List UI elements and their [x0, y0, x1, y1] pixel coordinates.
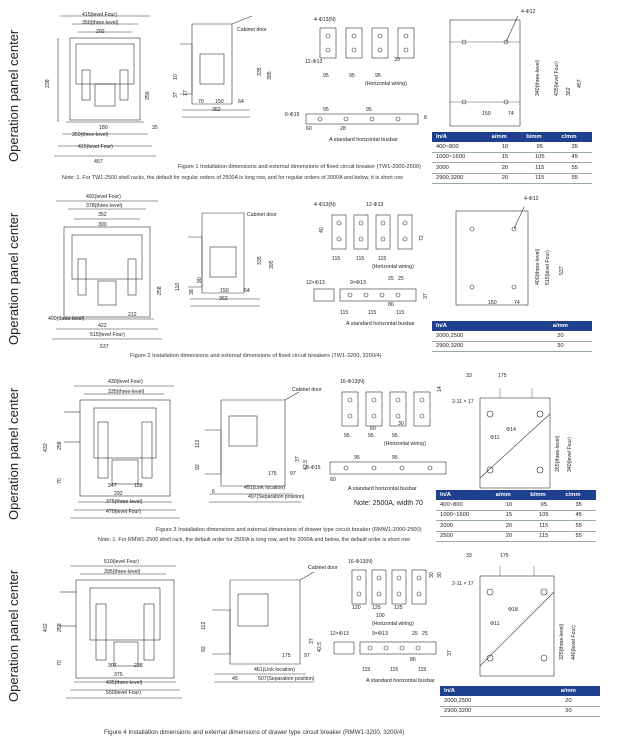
fig3-front-dim-5: 347 — [108, 483, 117, 489]
fig1-bus-dim-0: 4-Φ13(N) — [314, 17, 336, 23]
fig1-plan-dim-0: 4-Φ12 — [521, 9, 536, 15]
fig2-side-dim-6: 150 — [220, 288, 229, 294]
table-row — [440, 696, 600, 706]
fig4-side-dim-7: 461(Link location) — [254, 667, 295, 673]
table-header: In/A — [432, 321, 529, 331]
fig2-bus-dim-1: 12-Φ13 — [366, 202, 384, 208]
table-cell: 115 — [522, 173, 557, 184]
fig4-bus-dim-11: 25 — [422, 631, 428, 637]
fig2-plan-dim-4: 150 — [488, 300, 497, 306]
fig2-side-dim-8: 362 — [219, 296, 228, 302]
fig2-bus-dim-9: 9×Φ13 — [350, 280, 366, 286]
fig4-side-dim-6: 97 — [304, 653, 310, 659]
table-header: a/mm — [537, 686, 600, 696]
fig3-caption: Figure 3 Installation dimensions and external dimensions of drawer type circuit breaker (RMW1-2000-2500) — [156, 527, 422, 533]
fig4-bus-dim-8: 12×Φ13 — [330, 631, 349, 637]
fig2-caption: Figure 2 Installation dimensions and external dimensions of fixed circuit breakers (TW1-3200, 3200/4) — [130, 353, 382, 359]
fig4-bus-dim-2: 30 — [437, 572, 443, 578]
fig4-front-dim-8: 435(three-level) — [106, 680, 143, 686]
fig2-bus-dim-2: 40 — [319, 227, 325, 233]
table-row — [440, 706, 600, 717]
fig2-spec-table — [432, 321, 592, 352]
fig4-plan-dim-3: Φ18 — [508, 607, 518, 613]
fig2-side-dim-1: 335 — [257, 256, 263, 265]
table-row — [432, 142, 592, 152]
fig4-bus-dim-3: 120 — [352, 605, 361, 611]
fig3-side-dim-9: 6 — [212, 489, 215, 495]
fig4-bus-dim-1: 30 — [429, 572, 435, 578]
fig2-bus-dim-14: 115 — [368, 310, 377, 316]
fig1-busbar-label: A standard horizontal busbar — [329, 137, 398, 143]
table-cell: 115 — [526, 521, 561, 532]
table-row — [432, 163, 592, 174]
fig2-bus-dim-13: 115 — [340, 310, 349, 316]
busbar-drawing — [300, 22, 420, 132]
fig4-caption: Figure 4 Installation dimensions and external dimensions of drawer type circuit breaker (RMW1-3200, 3200/4) — [104, 729, 405, 736]
figure-4 — [0, 552, 619, 748]
fig2-side-dim-3: 110 — [175, 282, 181, 291]
fig2-busbar-label: A standard horizontal busbar — [346, 321, 415, 327]
fig4-front-dim-6: 238 — [134, 663, 143, 669]
table-cell: 55 — [557, 163, 592, 174]
fig2-front-dim-1: 378(three-level) — [86, 203, 123, 209]
fig1-front-dim-2: 292 — [96, 29, 105, 35]
fig2-front-dim-0: 492(level Four) — [86, 194, 121, 200]
fig1-note: Note: 1. For TW1-2500 shell racks, the default for regular orders of 2500A is long row, and for regular orders of 2000A and below, it is short row — [62, 175, 403, 181]
fig1-side-dim-3: 70 — [198, 99, 204, 105]
side-label: Operation panel center — [6, 212, 21, 345]
fig4-plan-dim-5: 325(three-level) — [559, 623, 565, 660]
figure-2 — [0, 185, 619, 365]
plan-view-drawing — [470, 562, 570, 682]
table-cell: 95 — [522, 142, 557, 152]
fig2-bus-dim-5: 115 — [378, 256, 387, 262]
fig1-side-dim-2: 395 — [267, 71, 273, 80]
table-row — [436, 500, 596, 510]
table-cell: 1000~1600 — [432, 152, 488, 163]
table-header: a/mm — [488, 132, 523, 142]
fig3-side-dim-8: 497(Separation position) — [248, 494, 305, 500]
fig2-plan-dim-3: 537 — [559, 266, 565, 275]
fig2-bus-dim-16: 37 — [423, 293, 429, 299]
fig4-busbar-label: A standard horizontal busbar — [366, 678, 435, 684]
fig1-plan-dim-6: 74 — [508, 111, 514, 117]
fig1-side-dim-7: 10 — [173, 74, 179, 80]
fig1-side-dim-6: 362 — [212, 107, 221, 113]
table-cell: 30 — [529, 341, 592, 352]
side-label: Operation panel center — [6, 29, 21, 162]
fig2-bus-dim-0: 4-Φ13(N) — [314, 202, 336, 208]
fig3-front-dim-6: 188 — [134, 483, 143, 489]
table-row — [432, 173, 592, 184]
fig1-bus-dim-7: 6-Φ15 — [285, 112, 300, 118]
fig4-side-dim-3: 37 — [309, 638, 315, 644]
fig4-front-dim-5: 307 — [108, 663, 117, 669]
fig2-side-dim-4: 38 — [189, 289, 195, 295]
fig4-bus-dim-7: (Horizontal wiring) — [372, 621, 414, 627]
fig4-side-dim-0: Cabinet door — [308, 565, 338, 571]
fig1-plan-dim-3: 435(level Four) — [554, 61, 560, 96]
fig1-side-dim-9: 17 — [183, 90, 189, 96]
fig2-side-dim-2: 395 — [269, 260, 275, 269]
fig2-plan-dim-0: 4-Φ12 — [524, 196, 539, 202]
table-header: In/A — [440, 686, 537, 696]
table-cell: 35 — [561, 500, 596, 510]
table-header: c/mm — [557, 132, 592, 142]
fig1-bus-dim-1: 12-Φ13 — [305, 59, 323, 65]
fig2-front-dim-8: 515(level Four) — [90, 332, 125, 338]
fig1-front-dim-7: 350(three-level) — [72, 132, 109, 138]
fig3-note: Note: 1. For RMW1-2500 shell rack, the default order for 2500A is long row, and for 2000A and below, the default order is short row — [98, 537, 410, 543]
table-cell: 115 — [526, 531, 561, 542]
table-row — [432, 152, 592, 163]
fig2-bus-dim-4: 115 — [356, 256, 365, 262]
side-label: Operation panel center — [6, 569, 21, 702]
fig4-side-dim-4: 42.5 — [317, 641, 323, 652]
fig3-front-dim-9: 470(level Four) — [106, 509, 141, 515]
table-header: a/mm — [492, 490, 527, 500]
fig3-side-dim-5: 175 — [268, 471, 277, 477]
table-cell: 2000,2500 — [440, 696, 537, 706]
fig3-plan-dim-0: 33 — [466, 373, 472, 379]
fig1-plan-dim-1: 362 — [566, 87, 572, 96]
table-cell: 2500 — [436, 531, 492, 542]
fig4-front-dim-1: 395(three-level) — [104, 569, 141, 575]
fig2-bus-dim-10: 25 — [388, 276, 394, 282]
fig3-side-dim-6: 97 — [290, 471, 296, 477]
fig1-front-dim-3: 238 — [45, 79, 51, 88]
table-cell: 105 — [526, 510, 561, 521]
fig4-plan-dim-4: Φ11 — [490, 621, 500, 627]
fig4-plan-dim-6: 440(level Four) — [571, 625, 577, 660]
plan-view-drawing — [450, 203, 540, 313]
fig3-bus-note: Note: 2500A, width 70 — [354, 500, 423, 507]
fig1-front-dim-8: 415(level Four) — [78, 144, 113, 150]
table-cell: 55 — [557, 173, 592, 184]
table-header: In/A — [436, 490, 492, 500]
fig2-side-dim-5: 90 — [197, 277, 203, 283]
fig3-bus-dim-5: 60 — [370, 426, 376, 432]
fig2-bus-dim-15: 115 — [396, 310, 405, 316]
fig1-side-dim-0: Cabinet door — [237, 27, 267, 33]
fig2-bus-dim-12: 86 — [388, 302, 394, 308]
fig3-bus-dim-11: 60 — [330, 477, 336, 483]
fig3-front-dim-2: 432 — [43, 443, 49, 452]
table-cell: 115 — [522, 163, 557, 174]
fig3-front-dim-3: 258 — [57, 441, 63, 450]
table-cell: 45 — [561, 510, 596, 521]
fig1-plan-dim-5: 150 — [482, 111, 491, 117]
fig1-front-dim-9: 457 — [94, 159, 103, 165]
table-header: b/mm — [522, 132, 557, 142]
fig1-bus-dim-4: 95 — [349, 73, 355, 79]
fig4-bus-dim-5: 125 — [394, 605, 403, 611]
table-cell: 10 — [488, 142, 523, 152]
fig4-spec-table — [440, 686, 600, 717]
table-cell: 105 — [522, 152, 557, 163]
fig4-front-dim-4: 70 — [57, 660, 63, 666]
fig4-plan-dim-1: 175 — [500, 553, 509, 559]
table-header: In/A — [432, 132, 488, 142]
fig3-side-dim-3: 37 — [295, 456, 301, 462]
table-row — [436, 521, 596, 532]
table-cell: 20 — [488, 173, 523, 184]
fig2-front-dim-9: 537 — [100, 344, 109, 350]
fig3-front-dim-4: 70 — [57, 478, 63, 484]
fig4-bus-dim-15: 115 — [418, 667, 427, 673]
fig3-bus-dim-8: 8-Φ15 — [306, 465, 321, 471]
table-cell: 400~800 — [436, 500, 492, 510]
fig1-caption: Figure 1 Installation dimensions and external dimensions of fixed circuit breaker (TW1-2000-2500) — [178, 164, 421, 170]
table-cell: 20 — [492, 531, 527, 542]
fig4-side-dim-1: 112 — [201, 621, 207, 630]
fig2-front-dim-7: 422 — [98, 323, 107, 329]
fig4-front-dim-3: 258 — [57, 623, 63, 632]
table-cell: 10 — [492, 500, 527, 510]
fig3-side-dim-1: 112 — [195, 439, 201, 448]
fig3-busbar-label: A standard horizontal busbar — [348, 486, 417, 492]
table-cell: 1000~1600 — [436, 510, 492, 521]
figure-3 — [0, 370, 619, 545]
fig3-front-dim-1: 335(three-level) — [108, 389, 145, 395]
fig3-bus-dim-7: (Horizontal wiring) — [384, 441, 426, 447]
fig2-bus-dim-8: 12×Φ13 — [306, 280, 325, 286]
fig1-side-dim-1: 335 — [257, 67, 263, 76]
fig3-side-dim-4: 42.5 — [303, 459, 309, 470]
fig1-bus-dim-5: 95 — [375, 73, 381, 79]
fig4-front-dim-9: 550(level Four) — [106, 690, 141, 696]
fig3-side-dim-0: Cabinet door — [292, 387, 322, 393]
fig2-front-dim-5: 400(three-level) — [48, 316, 85, 322]
fig3-side-dim-2: 92 — [195, 464, 201, 470]
fig4-side-dim-8: 507(Separation position) — [258, 676, 315, 682]
fig1-front-dim-0: 415(level Four) — [82, 12, 117, 18]
fig1-bus-dim-13: 8 — [424, 115, 427, 121]
table-cell: 55 — [561, 531, 596, 542]
fig1-front-dim-5: 35 — [152, 125, 158, 131]
fig4-bus-dim-14: 115 — [390, 667, 399, 673]
fig2-bus-dim-6: 72 — [419, 235, 425, 241]
table-row — [432, 341, 592, 352]
fig1-spec-table — [432, 132, 592, 184]
fig1-bus-dim-3: 95 — [323, 73, 329, 79]
table-cell: 2900,3200 — [432, 341, 529, 352]
fig3-front-dim-8: 375(three-level) — [106, 499, 143, 505]
table-cell: 20 — [492, 521, 527, 532]
table-cell: 95 — [526, 500, 561, 510]
table-cell: 15 — [492, 510, 527, 521]
fig2-front-dim-4: 258 — [157, 286, 163, 295]
fig4-front-dim-0: 510(level Four) — [104, 559, 139, 565]
fig1-plan-dim-2: 340(three-level) — [535, 59, 541, 96]
fig4-bus-dim-16: 37 — [447, 650, 453, 656]
fig2-front-dim-2: 352 — [98, 212, 107, 218]
table-cell: 2000 — [432, 163, 488, 174]
fig4-plan-dim-0: 33 — [466, 553, 472, 559]
table-cell: 30 — [537, 706, 600, 717]
fig1-bus-dim-11: 28 — [340, 126, 346, 132]
fig4-bus-dim-0: 16-Φ13(N) — [348, 559, 373, 565]
fig4-bus-dim-6: 100 — [376, 613, 385, 619]
table-cell: 2000 — [436, 521, 492, 532]
fig2-bus-dim-7: (Horizontal wiring) — [372, 264, 414, 270]
table-row — [432, 331, 592, 341]
fig3-front-dim-0: 430(level Four) — [108, 379, 143, 385]
table-cell: 2000,2500 — [432, 331, 529, 341]
fig1-bus-dim-9: 95 — [366, 107, 372, 113]
fig4-bus-dim-12: 86 — [410, 657, 416, 663]
fig3-bus-dim-0: 16-Φ13(N) — [340, 379, 365, 385]
fig3-bus-dim-6: 30 — [398, 421, 404, 427]
table-cell: 400~800 — [432, 142, 488, 152]
table-header: a/mm — [529, 321, 592, 331]
table-cell: 2900,3200 — [440, 706, 537, 717]
side-label: Operation panel center — [6, 387, 21, 520]
fig4-bus-dim-4: 125 — [372, 605, 381, 611]
fig4-front-dim-7: 375 — [114, 672, 123, 678]
fig3-side-dim-7: 451(Link location) — [244, 485, 285, 491]
fig3-plan-dim-5: 265(three-level) — [555, 435, 561, 472]
table-cell: 55 — [561, 521, 596, 532]
fig4-side-dim-5: 175 — [282, 653, 291, 659]
fig1-bus-dim-6: (Horizontal wiring) — [365, 81, 407, 87]
fig1-side-dim-8: 37 — [173, 92, 179, 98]
fig3-bus-dim-1: 14 — [437, 386, 443, 392]
fig3-front-dim-7: 292 — [114, 491, 123, 497]
fig1-front-dim-6: 180 — [99, 125, 108, 131]
busbar-drawing — [310, 207, 430, 317]
fig4-side-dim-2: 92 — [201, 646, 207, 652]
table-row — [436, 531, 596, 542]
fig3-plan-dim-3: Φ14 — [506, 427, 516, 433]
figure-1 — [0, 0, 619, 185]
fig1-bus-dim-8: 95 — [323, 107, 329, 113]
fig2-bus-dim-11: 25 — [398, 276, 404, 282]
table-cell: 15 — [488, 152, 523, 163]
fig3-bus-dim-4: 95 — [392, 433, 398, 439]
table-cell: 45 — [557, 152, 592, 163]
fig3-bus-dim-9: 95 — [354, 455, 360, 461]
table-cell: 2900,3200 — [432, 173, 488, 184]
fig4-front-dim-2: 432 — [43, 623, 49, 632]
fig1-front-dim-4: 256 — [145, 91, 151, 100]
fig1-bus-dim-2: 30 — [394, 57, 400, 63]
fig2-bus-dim-3: 115 — [332, 256, 341, 262]
fig3-plan-dim-6: 340(level Four) — [567, 437, 573, 472]
fig2-plan-dim-5: 74 — [514, 300, 520, 306]
fig2-side-dim-7: 64 — [244, 288, 250, 294]
fig4-side-dim-9: 45 — [232, 676, 238, 682]
fig4-bus-dim-9: 9×Φ13 — [372, 631, 388, 637]
fig2-plan-dim-2: 515(level Four) — [545, 250, 551, 285]
table-header: c/mm — [561, 490, 596, 500]
fig1-side-dim-5: 64 — [238, 99, 244, 105]
table-cell: 35 — [557, 142, 592, 152]
table-cell: 20 — [537, 696, 600, 706]
fig2-front-dim-3: 300 — [98, 222, 107, 228]
fig1-front-dim-1: 350(three-level) — [82, 20, 119, 26]
fig1-side-dim-4: 150 — [215, 99, 224, 105]
fig3-plan-dim-1: 175 — [498, 373, 507, 379]
fig3-plan-dim-2: 2-11 × 17 — [452, 399, 474, 405]
fig3-bus-dim-2: 95 — [344, 433, 350, 439]
table-cell: 20 — [529, 331, 592, 341]
fig4-bus-dim-13: 115 — [362, 667, 371, 673]
fig3-spec-table — [436, 490, 596, 542]
fig4-plan-dim-2: 2-11 × 17 — [452, 581, 474, 587]
table-row — [436, 510, 596, 521]
fig4-bus-dim-10: 25 — [412, 631, 418, 637]
fig1-plan-dim-4: 457 — [577, 79, 583, 88]
fig3-plan-dim-4: Φ11 — [490, 435, 500, 441]
fig3-bus-dim-3: 95 — [368, 433, 374, 439]
fig1-bus-dim-10: 60 — [306, 126, 312, 132]
table-header: b/mm — [526, 490, 561, 500]
table-cell: 20 — [488, 163, 523, 174]
fig3-bus-dim-10: 95 — [392, 455, 398, 461]
fig2-plan-dim-1: 400(three-level) — [535, 248, 541, 285]
fig2-side-dim-0: Cabinet door — [247, 212, 277, 218]
fig2-front-dim-6: 212 — [128, 312, 137, 318]
